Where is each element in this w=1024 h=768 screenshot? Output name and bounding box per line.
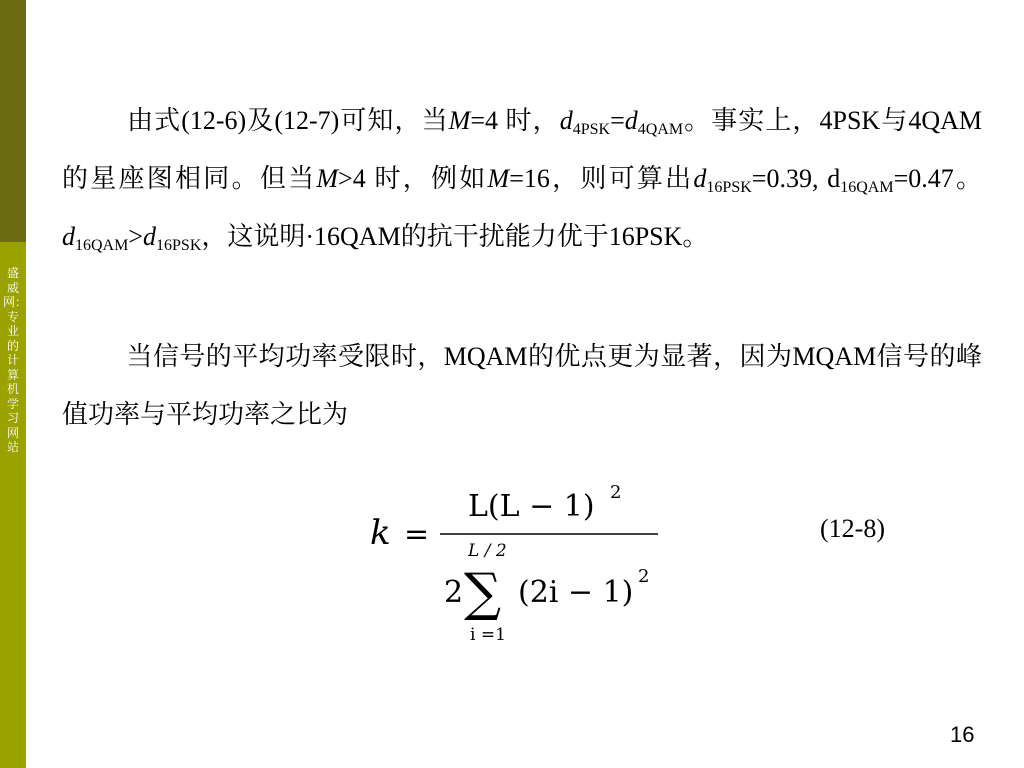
equals-sign: =	[610, 106, 625, 135]
p1-text-2: =4 时，	[470, 106, 560, 135]
sub-4qam: 4QAM	[637, 121, 684, 138]
sidebar-watermark: 盛威网：专业的计算机学习网站	[3, 266, 28, 454]
greater-than-sign: >	[128, 222, 144, 251]
p2-text: 当信号的平均功率受限时，MQAM的优点更为显著，因为MQAM信号的峰值功率与平均功率之比为	[62, 342, 982, 429]
sum-lower-limit: i =1	[470, 625, 506, 645]
sub-16psk: 16PSK	[156, 237, 202, 254]
sum-term: (2i − 1)	[518, 575, 634, 610]
var-d: d	[559, 106, 573, 135]
sub-16psk: 16PSK	[706, 179, 752, 196]
sum-upper-limit: L / 2	[468, 541, 507, 561]
var-d: d	[693, 164, 707, 193]
sidebar-top-band	[0, 0, 26, 242]
formula-12-8	[360, 470, 680, 650]
denominator-exponent: 2	[638, 566, 650, 587]
formula-numerator-exponent: 2	[610, 482, 622, 503]
p1-text-5: =16，则可算出	[509, 164, 694, 193]
formula-equals: =	[404, 517, 430, 552]
formula-coefficient: 2	[444, 575, 464, 610]
value-0-47: =0.47。	[893, 164, 982, 193]
var-d: d	[143, 222, 157, 251]
sidebar	[0, 0, 26, 768]
var-d: d	[62, 222, 75, 251]
var-M: M	[448, 106, 471, 135]
paragraph-1	[62, 92, 982, 266]
sub-16qam: 16QAM	[75, 237, 129, 254]
paragraph-2	[62, 328, 982, 444]
p1-text-6: ，这说明·16QAM的抗干扰能力优于16PSK。	[201, 222, 709, 251]
var-M: M	[316, 164, 339, 193]
var-M: M	[487, 164, 510, 193]
equation-number: (12-8)	[820, 514, 885, 543]
formula-numerator: L(L − 1)	[468, 489, 595, 524]
sub-16qam: 16QAM	[840, 179, 894, 196]
sub-4psk: 4PSK	[572, 121, 611, 138]
var-d: d	[624, 106, 638, 135]
formula-k: k	[370, 513, 391, 553]
p1-text-4: >4 时，例如	[338, 164, 488, 193]
page-number: 16	[950, 722, 975, 747]
var-d-upright: d	[827, 164, 841, 193]
p1-text-3: 。事实上，4PSK与4QAM的星座图相同。但当	[62, 106, 982, 193]
value-0-39: =0.39,	[751, 164, 819, 193]
summation-sign: ∑	[464, 563, 502, 623]
p1-text-1: 由式(12-6)及(12-7)可知，当	[126, 106, 449, 135]
